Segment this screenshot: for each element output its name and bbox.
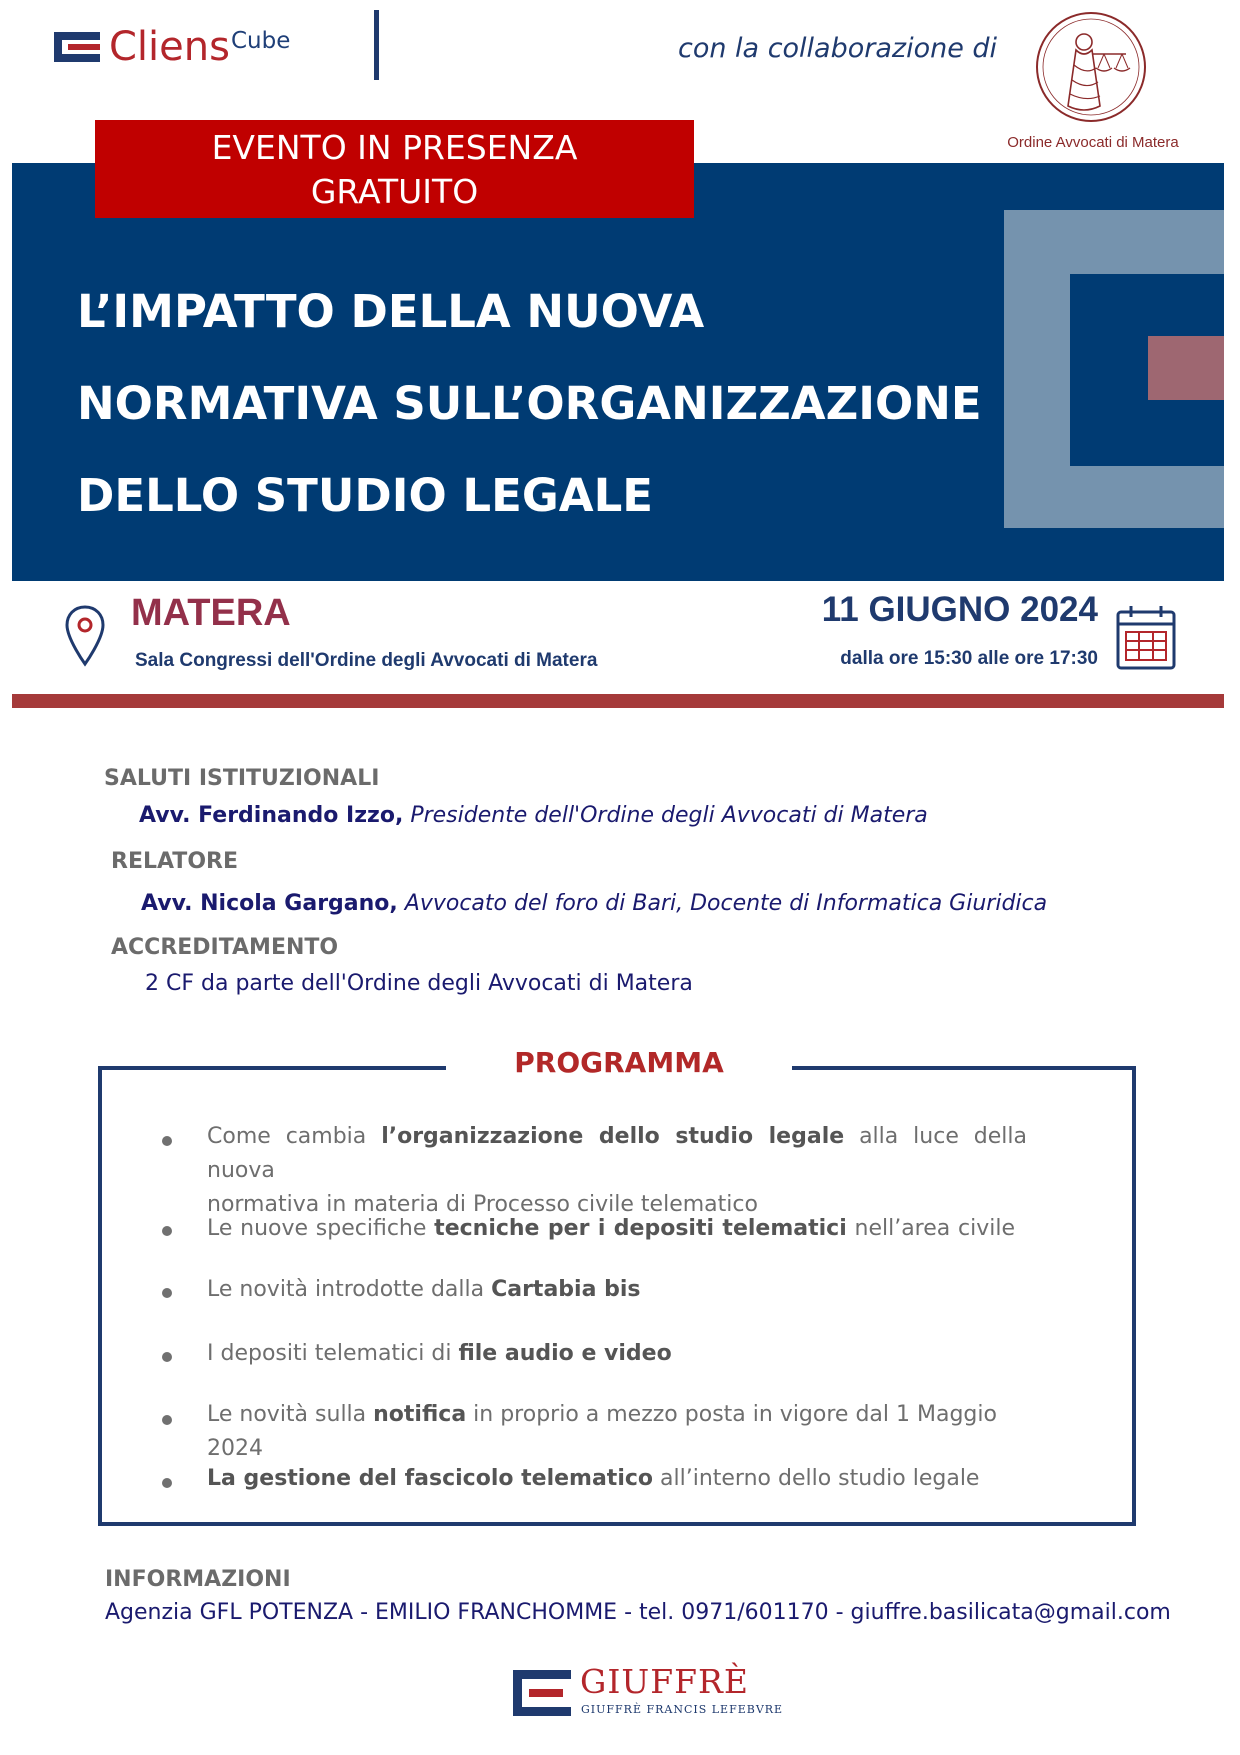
giuffre-logo-icon xyxy=(513,1670,571,1716)
relatore-name: Avv. Nicola Gargano, xyxy=(141,891,398,916)
brand-name: Cliens xyxy=(109,24,230,70)
saluti-role: Presidente dell'Ordine degli Avvocati di Matera xyxy=(410,803,928,828)
programma-item xyxy=(207,1212,1015,1246)
item-emphasis: l’organizzazione dello studio legale xyxy=(381,1124,845,1149)
programma-item xyxy=(207,1120,1027,1222)
calendar-icon xyxy=(1116,604,1176,670)
section-divider xyxy=(12,694,1224,708)
item-text: Le novità sulla xyxy=(207,1402,374,1427)
item-emphasis: file audio e video xyxy=(458,1341,672,1366)
map-pin-icon xyxy=(64,604,106,668)
event-city: MATERA xyxy=(131,592,291,634)
accreditamento-text: 2 CF da parte dell'Ordine degli Avvocati di Matera xyxy=(145,971,693,996)
programma-item xyxy=(207,1273,1027,1307)
banner-decoration-accent xyxy=(1148,336,1224,400)
event-time: dalla ore 15:30 alle ore 17:30 xyxy=(840,648,1098,669)
programma-item xyxy=(207,1462,1027,1496)
bullet-icon xyxy=(162,1288,172,1298)
cliens-logo-icon xyxy=(54,32,100,62)
brand-superscript: Cube xyxy=(231,28,291,54)
event-badge-line2: GRATUITO xyxy=(310,172,479,211)
bullet-icon xyxy=(162,1352,172,1362)
accreditamento-label: ACCREDITAMENTO xyxy=(111,935,339,960)
item-text: Le nuove specifiche xyxy=(207,1216,435,1241)
item-continuation: normativa in materia di Processo civile telematico xyxy=(207,1192,758,1217)
saluti-entry xyxy=(139,803,928,828)
bullet-icon xyxy=(162,1478,172,1488)
scales-of-justice-seal-icon xyxy=(1034,10,1148,124)
publisher-subtitle: GIUFFRÈ FRANCIS LEFEBVRE xyxy=(581,1703,784,1716)
title-line: NORMATIVA SULL’ORGANIZZAZIONE xyxy=(77,377,982,430)
relatore-entry xyxy=(141,891,1047,916)
title-line: L’IMPATTO DELLA NUOVA xyxy=(77,285,705,338)
relatore-role: Avvocato del foro di Bari, Docente di Informatica Giuridica xyxy=(404,891,1048,916)
programma-item xyxy=(207,1398,1027,1466)
seal-caption: Ordine Avvocati di Matera xyxy=(1007,134,1179,151)
informazioni-label: INFORMAZIONI xyxy=(105,1567,291,1592)
item-text: I depositi telematici di xyxy=(207,1341,459,1366)
saluti-label: SALUTI ISTITUZIONALI xyxy=(104,766,380,791)
programma-item xyxy=(207,1337,1027,1371)
bullet-icon xyxy=(162,1226,172,1236)
publisher-name: GIUFFRÈ xyxy=(580,1662,749,1701)
event-date: 11 GIUGNO 2024 xyxy=(821,590,1098,629)
event-venue: Sala Congressi dell'Ordine degli Avvocati di Matera xyxy=(135,650,598,671)
header-divider xyxy=(374,10,379,80)
item-text: nell’area civile xyxy=(846,1216,1015,1241)
event-title xyxy=(77,266,982,542)
item-text: alla luce della nuova xyxy=(207,1124,1027,1183)
title-line: DELLO STUDIO LEGALE xyxy=(77,469,654,522)
item-text: in proprio a mezzo posta in vigore dal 1 Maggio 2024 xyxy=(207,1402,997,1461)
item-emphasis: La gestione del fascicolo telematico xyxy=(207,1466,654,1491)
item-text: Come cambia xyxy=(207,1124,382,1149)
relatore-label: RELATORE xyxy=(111,849,238,874)
item-emphasis: notifica xyxy=(373,1402,467,1427)
bullet-icon xyxy=(162,1415,172,1425)
saluti-name: Avv. Ferdinando Izzo, xyxy=(139,803,404,828)
event-badge-line1: EVENTO IN PRESENZA xyxy=(211,128,578,167)
item-text: Le novità introdotte dalla xyxy=(207,1277,492,1302)
informazioni-text: Agenzia GFL POTENZA - EMILIO FRANCHOMME - tel. 0971/601170 - giuffre.basilicata@gmail.com xyxy=(105,1600,1171,1625)
item-text: all’interno dello studio legale xyxy=(653,1466,980,1491)
collaboration-text: con la collaborazione di xyxy=(678,33,998,64)
item-emphasis: tecniche per i depositi telematici xyxy=(434,1216,847,1241)
programma-title: PROGRAMMA xyxy=(514,1046,724,1079)
bullet-icon xyxy=(162,1136,172,1146)
event-badge xyxy=(95,120,694,218)
item-emphasis: Cartabia bis xyxy=(491,1277,641,1302)
